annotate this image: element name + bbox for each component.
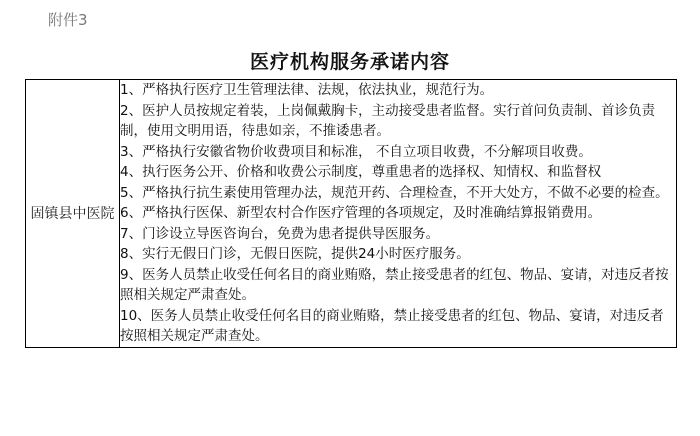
pledge-items-cell	[120, 80, 677, 348]
document-title: 医疗机构服务承诺内容	[249, 51, 450, 73]
table-row	[26, 80, 677, 348]
pledge-item: 3、严格执行安徽省物价收费项目和标准， 不自立项目收费，不分解项目收费。	[120, 143, 592, 160]
pledge-item: 9、医务人员禁止收受任何名目的商业贿赂，禁止接受患者的红包、物品、宴请，对违反者按照相关规定严肃查处。	[120, 266, 669, 303]
pledge-item: 2、医护人员按规定着装，上岗佩戴胸卡，主动接受患者监督。实行首问负责制、首诊负责制，使用文明用语，待患如亲，不推诿患者。	[120, 102, 656, 139]
pledge-item: 6、严格执行医保、新型农村合作医疗管理的各项规定，及时准确结算报销费用。	[120, 205, 602, 221]
pledge-item: 8、实行无假日门诊，无假日医院，提供24小时医疗服务。	[120, 246, 470, 262]
attachment-label: 附件3	[48, 11, 88, 29]
organization-cell: 固镇县中医院	[26, 80, 120, 348]
pledge-item: 10、医务人员禁止收受任何名目的商业贿赂，禁止接受患者的红包、物品、宴请，对违反者按照相关规定严肃查处。	[120, 307, 664, 344]
pledge-item: 4、执行医务公开、价格和收费公示制度，尊重患者的选择权、知情权、和监督权	[120, 164, 602, 180]
pledge-item: 7、门诊设立导医咨询台，免费为患者提供导医服务。	[120, 225, 440, 242]
pledge-item: 5、严格执行抗生素使用管理办法，规范开药、合理检查，不开大处方，不做不必要的检查。	[120, 184, 669, 201]
pledge-item: 1、严格执行医疗卫生管理法律、法规，依法执业，规范行为。	[120, 82, 494, 98]
service-pledge-table	[25, 79, 677, 348]
